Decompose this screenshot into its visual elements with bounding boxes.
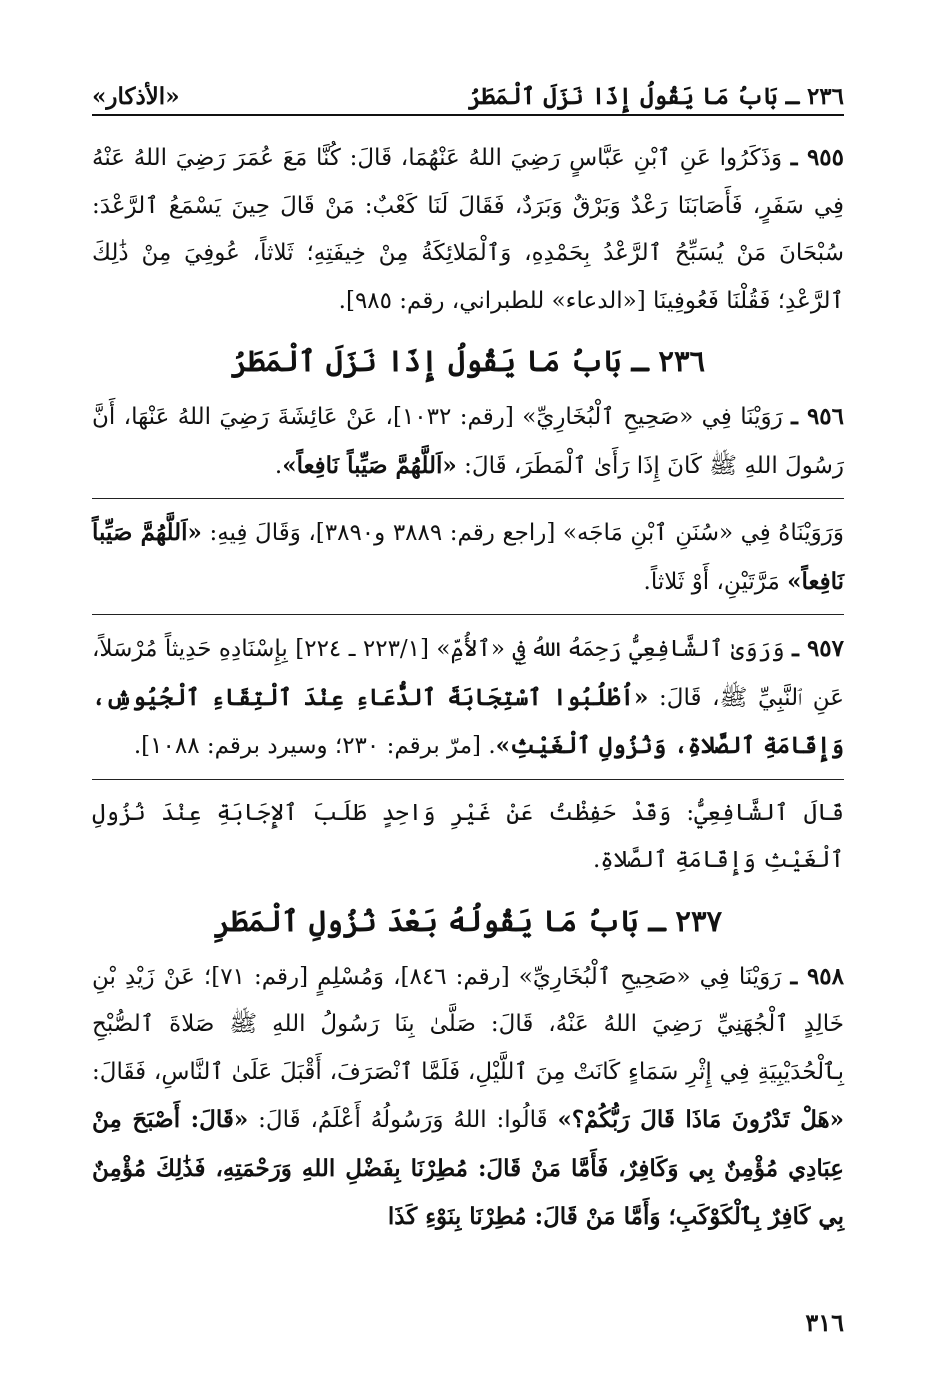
hadith-text: وَذَكَرُوا عَنِ ٱبْنِ عَبَّاسٍ رَضِيَ اللهُ عَنْهُمَا، قَالَ: كُنَّا مَعَ عُمَرَ رَضِيَ اللهُ عَنْهُ فِي سَفَرٍ، فَأَصَابَنَا رَعْدٌ وَبَرْقٌ وَبَرَدٌ، فَقَالَ لَنَا كَعْبٌ: مَنْ قَالَ حِينَ يَسْمَعُ ٱلرَّعْدَ: سُبْحَانَ مَنْ يُسَبِّحُ ٱلرَّعْدُ بِحَمْدِهِ، وَٱلْمَلائِكَةُ مِنْ خِيفَتِهِ؛ ثَلاثاً، عُوفِيَ مِنْ ذَٰلِكَ ٱلرَّعْدِ؛ فَقُلْنَا فَعُوفِينَا [«الدعاء» للطبراني، رقم: ٩٨٥]. — [92, 145, 844, 314]
prophetic-saying: «اُطْلُبُوا ٱسْتِجَابَةَ ٱلدُّعَاءِ عِنْدَ ٱلْتِقَاءِ ٱلْجُيُوشِ، وَإِقَامَةِ ٱلصَّلاةِ، وَنُزُولِ ٱلْغَيْثِ» — [92, 683, 844, 759]
hadith-956-variant — [92, 509, 844, 606]
paragraph-divider — [92, 779, 844, 780]
hadith-957 — [92, 625, 844, 771]
paragraph-divider — [92, 614, 844, 615]
hadith-number: ٩٥٨ ـ — [790, 962, 845, 990]
page-number: ٣١٦ — [805, 1308, 844, 1337]
hadith-text-end: . — [274, 452, 283, 479]
hadith-text-end: مَرَّتَيْنِ، أَوْ ثَلاثاً. — [643, 568, 788, 595]
hadith-number: ٩٥٦ ـ — [791, 403, 845, 430]
prophetic-saying-qudsi: «قَالَ: أَصْبَحَ مِنْ عِبَادِي مُؤْمِنٌ بِي وَكَافِرٌ، فَأَمَّا مَنْ قَالَ: مُطِرْنَا بِفَضْلِ اللهِ وَرَحْمَتِهِ، فَذَٰلِكَ مُؤْمِنٌ بِي كَافِرٌ بِٱلْكَوْكَبِ؛ وَأَمَّا مَنْ قَالَ: مُطِرْنَا بِنَوْءِ كَذَا — [92, 1106, 844, 1230]
hadith-text: وَرَوَىٰ ٱلشَّافِعِيُّ رَحِمَهُ اللهُ فِي «ٱلأُمِّ» [٢٢٣/١ ـ ٢٢٤] بِإِسْنَادِهِ حَدِيثاً مُرْسَلاً، عَنِ ٱلنَّبِيِّ ﷺ، قَالَ: — [92, 636, 844, 711]
hadith-text: وَرَوَيْنَاهُ فِي «سُنَنِ ٱبْنِ مَاجَه» [راجع رقم: ٣٨٨٩ و٣٨٩٠]، وَقَالَ فِيهِ: — [201, 520, 844, 546]
prophetic-saying: «اَللَّهُمَّ صَيِّباً نَافِعاً» — [282, 451, 457, 479]
prophetic-saying: «اَللَّهُمَّ صَيِّباً نَافِعاً» — [92, 519, 844, 595]
chapter-heading-236: ٢٣٦ ـ بَابُ مَا يَقُولُ إِذَا نَزَلَ ٱلْمَطَرُ — [230, 344, 706, 378]
hadith-text-mid: قَالُوا: اللهُ وَرَسُولُهُ أَعْلَمُ، قَالَ: — [248, 1107, 558, 1133]
paragraph-divider — [92, 498, 844, 499]
hadith-text-end: . [مرّ برقم: ٢٣٠؛ وسيرد برقم: ١٠٨٨]. — [133, 733, 496, 759]
running-header — [92, 62, 844, 116]
hadith-text: رَوَيْنَا فِي «صَحِيحِ ٱلْبُخَارِيِّ» [رقم: ١٠٣٢]، عَنْ عَائِشَةَ رَضِيَ اللهُ عَنْهَا، أَنَّ رَسُولَ اللهِ ﷺ كَانَ إِذَا رَأَىٰ ٱلْمَطَرَ، قَالَ: — [92, 404, 844, 479]
chapter-heading-237: ٢٣٧ ـ بَابُ مَا يَقُولُهُ بَعْدَ نُزُولِ ٱلْمَطَرِ — [213, 903, 723, 938]
shafii-comment — [92, 790, 844, 885]
prophetic-saying: «هَلْ تَدْرُونَ مَاذَا قَالَ رَبُّكُمْ؟» — [557, 1106, 844, 1133]
header-chapter-title: ٢٣٦ ـ بَابُ مَا يَقُولُ إِذَا نَزَلَ ٱلْمَطَرُ — [467, 83, 844, 110]
hadith-955 — [92, 134, 844, 325]
hadith-956 — [92, 393, 844, 490]
comment-text: قَالَ ٱلشَّافِعِيُّ: وَقَدْ حَفِظْتُ عَنْ غَيْرِ وَاحِدٍ طَلَبَ ٱلإِجَابَةِ عِنْدَ نُزُولِ ٱلْغَيْثِ وَإِقَامَةِ ٱلصَّلاةِ. — [92, 799, 845, 873]
header-book-title: «الأذكار» — [92, 83, 180, 110]
hadith-958 — [92, 953, 844, 1242]
page-content — [92, 134, 844, 1242]
hadith-number: ٩٥٧ ـ — [792, 635, 844, 662]
hadith-text: رَوَيْنَا فِي «صَحِيحِ ٱلْبُخَارِيِّ» [رقم: ٨٤٦]، وَمُسْلِمٍ [رقم: ٧١]؛ عَنْ زَيْدِ بْنِ خَالِدٍ ٱلْجُهَنِيِّ رَضِيَ اللهُ عَنْهُ، قَالَ: صَلَّىٰ بِنَا رَسُولُ اللهِ ﷺ صَلاةَ ٱلصُّبْحِ بِٱلْحُدَيْبِيَةِ فِي إِثْرِ سَمَاءٍ كَانَتْ مِنَ ٱللَّيْلِ، فَلَمَّا ٱنْصَرَفَ، أَقْبَلَ عَلَىٰ ٱلنَّاسِ، فَقَالَ: — [92, 963, 844, 1085]
hadith-number: ٩٥٥ ـ — [790, 144, 844, 171]
